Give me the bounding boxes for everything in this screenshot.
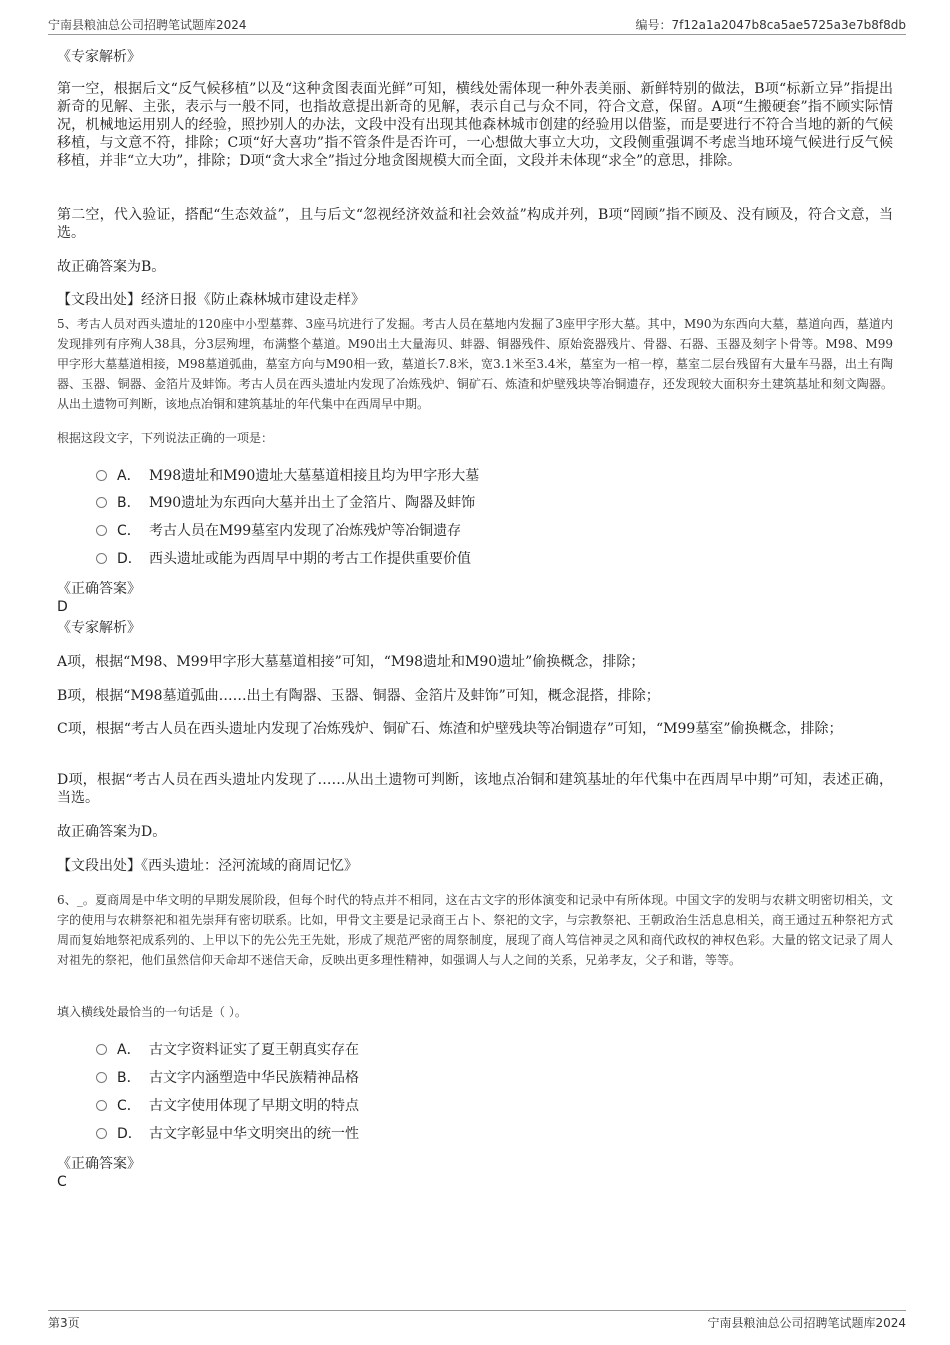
option-letter: C． <box>117 523 141 539</box>
q5-analysis-heading: 《专家解析》 <box>57 620 141 636</box>
q6-answer-heading: 《正确答案》 <box>57 1156 141 1172</box>
q6-option-b[interactable] <box>96 1069 359 1087</box>
q5-answer-conclusion: 故正确答案为D。 <box>57 824 167 840</box>
option-text: 古文字使用体现了早期文明的特点 <box>149 1098 359 1114</box>
q5-option-c[interactable] <box>96 522 461 540</box>
footer-title: 宁南县粮油总公司招聘笔试题库2024 <box>707 1316 906 1330</box>
q6-question: 填入横线处最恰当的一句话是（ ）。 <box>57 1005 247 1019</box>
q5-answer-heading: 《正确答案》 <box>57 581 141 597</box>
page-header <box>48 14 906 35</box>
q6-option-a[interactable] <box>96 1041 359 1059</box>
q5-analysis-d: D项，根据“考古人员在西头遗址内发现了……从出土遗物可判断，该地点冶铜和建筑基址的年代集中在西周早中期”可知，表述正确，当选。 <box>57 772 893 806</box>
q5-option-a[interactable] <box>96 467 479 485</box>
option-text: 古文字资料证实了夏王朝真实存在 <box>149 1042 359 1058</box>
q6-answer: C <box>57 1174 67 1190</box>
option-text: M90遗址为东西向大墓并出土了金箔片、陶器及蚌饰 <box>149 495 476 511</box>
option-letter: C． <box>117 1098 141 1114</box>
option-text: 考古人员在M99墓室内发现了冶炼残炉等冶铜遗存 <box>149 523 462 539</box>
q5-analysis-b: B项，根据“M98墓道弧曲……出土有陶器、玉器、铜器、金箔片及蚌饰”可知，概念混搭，排除； <box>57 688 660 704</box>
q5-source: 【文段出处】《西头遗址：泾河流域的商周记忆》 <box>57 858 358 874</box>
q6-option-d[interactable] <box>96 1125 359 1143</box>
q6-stem: 6、_。夏商周是中华文明的早期发展阶段，但每个时代的特点并不相同，这在古文字的形体演变和记录中有所体现。中国文字的发明与农耕文明密切相关，文字的使用与农耕祭祀和祖先崇拜有密切联系。比如，甲骨文主要是记录商王占卜、祭祀的文字，与宗教祭祀、王朝政治生活息息相关，商王通过五种祭祀方式周而复始地祭祀成系列的、上甲以下的先公先王先妣，形成了规范严密的周祭制度，展现了商人笃信神灵之风和商代政权的神权色彩。大量的铭文记录了周人对祖先的祭祀，他们虽然信仰天命却不迷信天命，反映出更多理性精神，如强调人与人之间的关系，兄弟孝友，父子和谐，等等。 <box>57 893 893 967</box>
option-letter: B． <box>117 495 141 511</box>
radio-icon[interactable] <box>96 470 107 481</box>
option-text: 古文字彰显中华文明突出的统一性 <box>149 1126 359 1142</box>
q5-analysis-c: C项，根据“考古人员在西头遗址内发现了冶炼残炉、铜矿石、炼渣和炉壁残块等冶铜遗存”可知，“M99墓室”偷换概念，排除； <box>57 721 843 737</box>
option-letter: B． <box>117 1070 141 1086</box>
option-letter: D． <box>117 1126 142 1142</box>
radio-icon[interactable] <box>96 497 107 508</box>
radio-icon[interactable] <box>96 1128 107 1139</box>
q4-analysis-heading: 《专家解析》 <box>57 49 141 65</box>
q4-analysis-para-1: 第一空，根据后文“反气候移植”以及“这种贪图表面光鲜”可知，横线处需体现一种外表美丽、新鲜特别的做法，B项“标新立异”指提出新奇的见解、主张，表示与一般不同，也指故意提出新奇的见解，表示自己与众不同，符合文意，保留。A项“生搬硬套”指不顾实际情况，机械地运用别人的经验，照抄别人的办法，文段中没有出现其他森林城市创建的经验用以借鉴，而是要进行不符合当地的新的气候移植，与文意不符，排除；C项“好大喜功”指不管条件是否许可，一心想做大事立大功，文段侧重强调不考虑当地环境气候进行反气候移植，并非“立大功”，排除；D项“贪大求全”指过分地贪图规模大而全面，文段并未体现“求全”的意思，排除。 <box>57 81 893 169</box>
q4-answer-conclusion: 故正确答案为B。 <box>57 259 166 275</box>
q5-option-d[interactable] <box>96 550 471 568</box>
option-letter: A． <box>117 1042 141 1058</box>
radio-icon[interactable] <box>96 1072 107 1083</box>
q4-analysis-para-2: 第二空，代入验证，搭配“生态效益”，且与后文“忽视经济效益和社会效益”构成并列，B项“罔顾”指不顾及、没有顾及，符合文意，当选。 <box>57 207 893 241</box>
q5-analysis-a: A项，根据“M98、M99甲字形大墓墓道相接”可知，“M98遗址和M90遗址”偷换概念，排除； <box>57 654 645 670</box>
option-text: 古文字内涵塑造中华民族精神品格 <box>149 1070 359 1086</box>
q5-option-b[interactable] <box>96 494 475 512</box>
option-text: 西头遗址或能为西周早中期的考古工作提供重要价值 <box>149 551 471 567</box>
radio-icon[interactable] <box>96 1100 107 1111</box>
q6-option-c[interactable] <box>96 1097 359 1115</box>
q4-source: 【文段出处】经济日报《防止森林城市建设走样》 <box>57 292 365 308</box>
option-letter: A． <box>117 468 141 484</box>
footer-page-number: 第3页 <box>48 1316 80 1330</box>
header-title: 宁南县粮油总公司招聘笔试题库2024 <box>48 18 247 32</box>
radio-icon[interactable] <box>96 1044 107 1055</box>
option-text: M98遗址和M90遗址大墓墓道相接且均为甲字形大墓 <box>149 468 480 484</box>
q5-answer: D <box>57 599 68 615</box>
radio-icon[interactable] <box>96 553 107 564</box>
page-footer <box>48 1310 906 1331</box>
option-letter: D． <box>117 551 142 567</box>
q5-stem: 5、考古人员对西头遗址的120座中小型墓葬、3座马坑进行了发掘。考古人员在墓地内发掘了3座甲字形大墓。其中，M90为东西向大墓，墓道向西，墓道内发现排列有序殉人38具，分3层殉埋，布满整个墓道。M90出土大量海贝、蚌器、铜器残件、原始瓷器残片、骨器、石器、玉器及刻字卜骨等。M98、M99甲字形大墓墓道相接，M98墓道弧曲，墓室方向与M90相一致，墓道长7.8米，宽3.1米至3.4米，墓室为一棺一椁，墓室二层台残留有大量车马器，出土有陶器、玉器、铜器、金箔片及蚌饰。考古人员在西头遗址内发现了冶炼残炉、铜矿石、炼渣和炉壁残块等冶铜遗存，还发现较大面积夯土建筑基址和刻文陶器。从出土遗物可判断，该地点冶铜和建筑基址的年代集中在西周早中期。 <box>57 317 893 411</box>
q5-question: 根据这段文字，下列说法正确的一项是： <box>57 431 274 445</box>
header-doc-id: 编号：7f12a1a2047b8ca5ae5725a3e7b8f8db <box>635 18 906 32</box>
radio-icon[interactable] <box>96 525 107 536</box>
